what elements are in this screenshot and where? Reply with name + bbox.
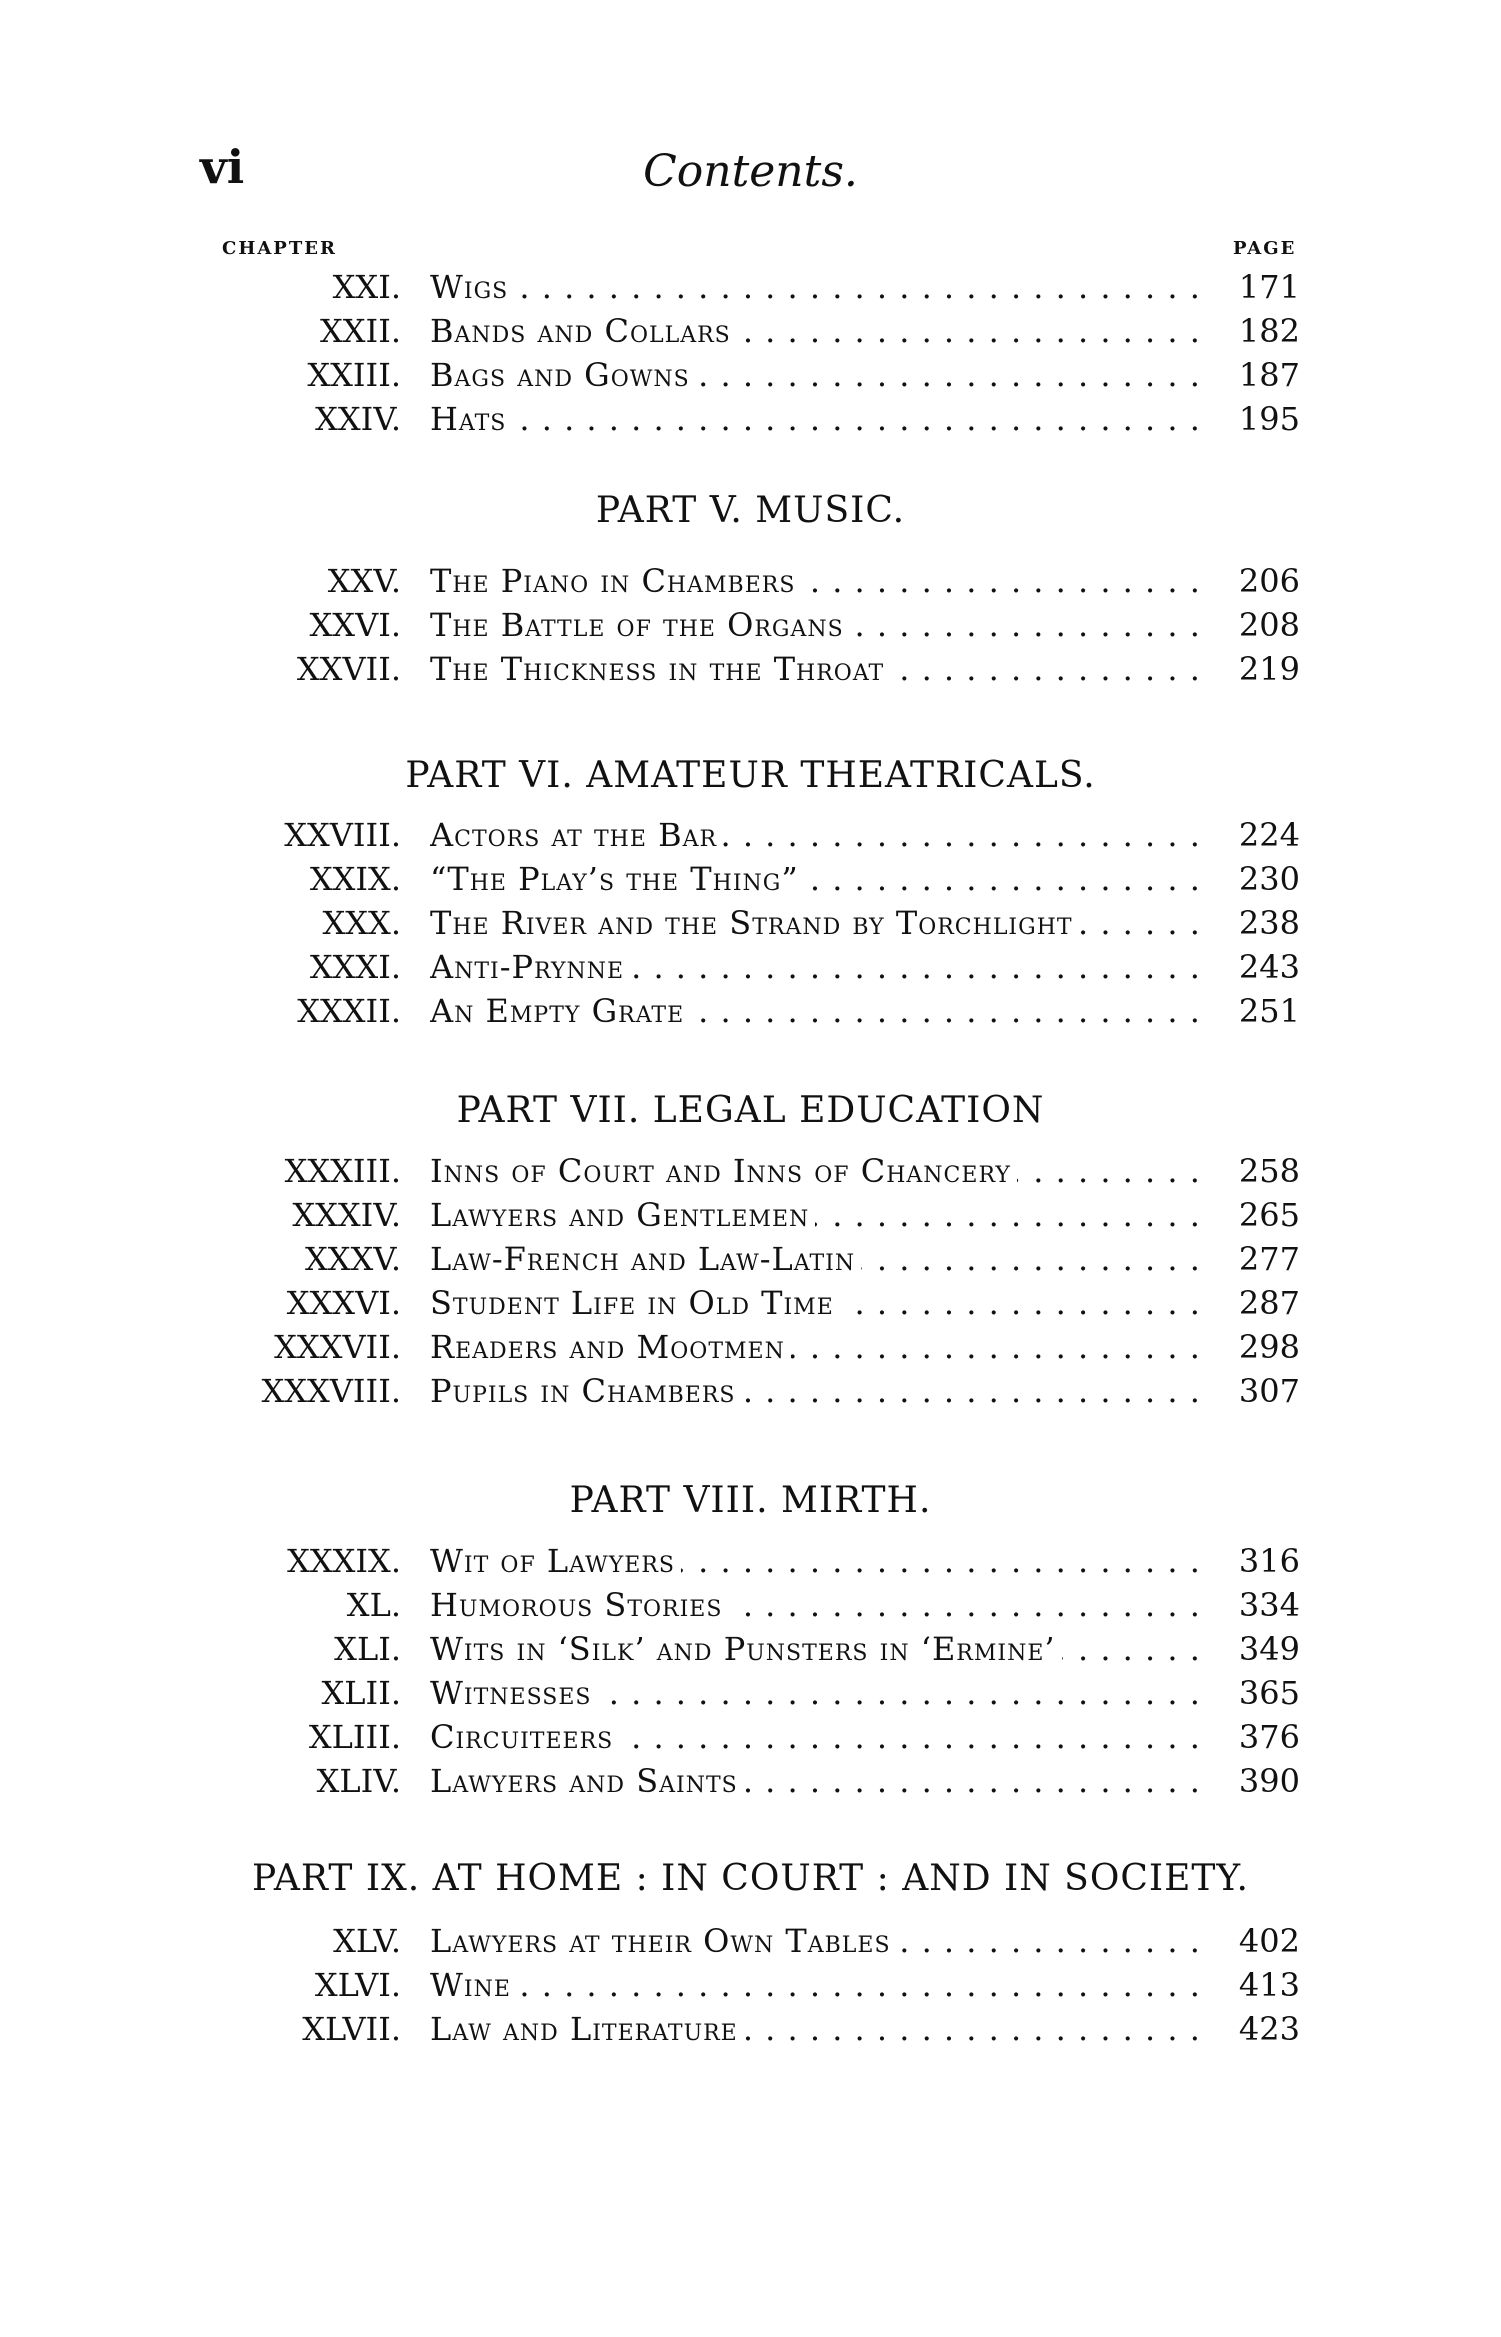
- chapter-number: XXIV.: [315, 400, 401, 438]
- toc-entry[interactable]: [0, 1674, 1501, 1718]
- part-heading: PART IX. AT HOME : IN COURT : AND IN SOCIETY.: [252, 1858, 1249, 1899]
- chapter-number: XXXI.: [309, 948, 401, 986]
- chapter-number: XXXVII.: [274, 1328, 401, 1366]
- page-reference: 230: [1220, 860, 1300, 898]
- chapter-title: Actors at the Bar . . .: [430, 816, 1210, 854]
- page-reference: 423: [1220, 2010, 1300, 2048]
- page-reference: 334: [1220, 1586, 1300, 1624]
- toc-entry[interactable]: [0, 2010, 1501, 2054]
- toc-entry[interactable]: [0, 1240, 1501, 1284]
- chapter-number: XXV.: [327, 562, 401, 600]
- toc-entry[interactable]: [0, 1966, 1501, 2010]
- toc-entry[interactable]: [0, 1586, 1501, 1630]
- chapter-number: XXXII.: [297, 992, 401, 1030]
- chapter-number: XXXIX.: [287, 1542, 401, 1580]
- chapter-title: “The Play’s the Thing” . . .: [430, 860, 1210, 898]
- chapter-number: XLVI.: [314, 1966, 401, 2004]
- part-heading: PART VI. AMATEUR THEATRICALS.: [405, 755, 1096, 796]
- chapter-number: XLIV.: [316, 1762, 401, 1800]
- toc-entry[interactable]: [0, 1284, 1501, 1328]
- page-reference: 224: [1220, 816, 1300, 854]
- toc-entry[interactable]: [0, 606, 1501, 650]
- toc-entry[interactable]: [0, 400, 1501, 444]
- chapter-number: XLII.: [321, 1674, 401, 1712]
- chapter-number: XXVI.: [309, 606, 401, 644]
- page-title: Contents.: [643, 146, 858, 197]
- page-reference: 390: [1220, 1762, 1300, 1800]
- chapter-title: Circuiteers . . .: [430, 1718, 1210, 1756]
- chapter-title: Student Life in Old Time . . .: [430, 1284, 1210, 1322]
- chapter-title: Lawyers at their Own Tables . . .: [430, 1922, 1210, 1960]
- toc-entry[interactable]: [0, 860, 1501, 904]
- page-reference: 298: [1220, 1328, 1300, 1366]
- chapter-number: XLV.: [333, 1922, 401, 1960]
- chapter-title: Wit of Lawyers . . .: [430, 1542, 1210, 1580]
- chapter-number: XXIII.: [307, 356, 401, 394]
- chapter-title: Pupils in Chambers . . .: [430, 1372, 1210, 1410]
- page-reference: 243: [1220, 948, 1300, 986]
- page-reference: 171: [1220, 268, 1300, 306]
- chapter-number: XLVII.: [302, 2010, 401, 2048]
- page-reference: 251: [1220, 992, 1300, 1030]
- chapter-title: Lawyers and Saints . . .: [430, 1762, 1210, 1800]
- toc-entry[interactable]: [0, 312, 1501, 356]
- page-reference: 219: [1220, 650, 1300, 688]
- toc-entry[interactable]: [0, 1152, 1501, 1196]
- page-reference: 402: [1220, 1922, 1300, 1960]
- chapter-number: XLI.: [334, 1630, 401, 1668]
- chapter-title: Bands and Collars . . .: [430, 312, 1210, 350]
- toc-entry[interactable]: [0, 1922, 1501, 1966]
- page-header: [0, 140, 1501, 220]
- page-number: vi: [200, 140, 245, 194]
- toc-entry[interactable]: [0, 356, 1501, 400]
- page-reference: 182: [1220, 312, 1300, 350]
- toc-entry[interactable]: [0, 650, 1501, 694]
- chapter-number: XLIII.: [308, 1718, 401, 1756]
- part-heading: PART VII. LEGAL EDUCATION: [456, 1090, 1045, 1131]
- toc-entry[interactable]: [0, 1762, 1501, 1806]
- page-reference: 265: [1220, 1196, 1300, 1234]
- page-reference: 349: [1220, 1630, 1300, 1668]
- chapter-title: Wine . . .: [430, 1966, 1210, 2004]
- toc-entry[interactable]: [0, 1328, 1501, 1372]
- chapter-title: The Piano in Chambers . . .: [430, 562, 1210, 600]
- chapter-title: Humorous Stories . . .: [430, 1586, 1210, 1624]
- chapter-number: XXII.: [319, 312, 401, 350]
- page-reference: 187: [1220, 356, 1300, 394]
- page-reference: 307: [1220, 1372, 1300, 1410]
- chapter-number: XXXVIII.: [261, 1372, 401, 1410]
- toc-entry[interactable]: [0, 1372, 1501, 1416]
- toc-entry[interactable]: [0, 948, 1501, 992]
- chapter-title: Hats . . .: [430, 400, 1210, 438]
- chapter-number: XL.: [346, 1586, 401, 1624]
- chapter-title: Readers and Mootmen . . .: [430, 1328, 1210, 1366]
- toc-entry[interactable]: [0, 1196, 1501, 1240]
- toc-entry[interactable]: [0, 992, 1501, 1036]
- part-heading: PART VIII. MIRTH.: [569, 1480, 932, 1521]
- chapter-title: An Empty Grate . . .: [430, 992, 1210, 1030]
- page-reference: 287: [1220, 1284, 1300, 1322]
- chapter-number: XXIX.: [309, 860, 401, 898]
- chapter-number: XXXIII.: [284, 1152, 401, 1190]
- chapter-title: The Thickness in the Throat . . .: [430, 650, 1210, 688]
- page-reference: 316: [1220, 1542, 1300, 1580]
- toc-entry[interactable]: [0, 1630, 1501, 1674]
- page-reference: 277: [1220, 1240, 1300, 1278]
- chapter-title: Bags and Gowns . . .: [430, 356, 1210, 394]
- toc-entry[interactable]: [0, 268, 1501, 312]
- chapter-title: The River and the Strand by Torchlight . . .: [430, 904, 1210, 942]
- chapter-title: Inns of Court and Inns of Chancery . . .: [430, 1152, 1210, 1190]
- chapter-number: XXX.: [322, 904, 401, 942]
- chapter-number: XXVII.: [296, 650, 401, 688]
- chapter-title: Law-French and Law-Latin . . .: [430, 1240, 1210, 1278]
- toc-entry[interactable]: [0, 562, 1501, 606]
- page-column-heading: PAGE: [1233, 238, 1297, 259]
- page-reference: 376: [1220, 1718, 1300, 1756]
- chapter-title: The Battle of the Organs . . .: [430, 606, 1210, 644]
- chapter-number: XXXV.: [304, 1240, 401, 1278]
- page-reference: 208: [1220, 606, 1300, 644]
- chapter-title: Witnesses . . .: [430, 1674, 1210, 1712]
- chapter-title: Law and Literature . . .: [430, 2010, 1210, 2048]
- page-reference: 206: [1220, 562, 1300, 600]
- toc-entry[interactable]: [0, 1542, 1501, 1586]
- chapter-number: XXVIII.: [284, 816, 401, 854]
- chapter-title: Anti-Prynne . . .: [430, 948, 1210, 986]
- part-heading: PART V. MUSIC.: [595, 490, 906, 531]
- page-reference: 258: [1220, 1152, 1300, 1190]
- chapter-title: Lawyers and Gentlemen . . .: [430, 1196, 1210, 1234]
- page-reference: 365: [1220, 1674, 1300, 1712]
- chapter-column-heading: CHAPTER: [222, 238, 337, 259]
- chapter-number: XXXVI.: [286, 1284, 401, 1322]
- chapter-title: Wigs . . .: [430, 268, 1210, 306]
- toc-entry[interactable]: [0, 816, 1501, 860]
- page-reference: 195: [1220, 400, 1300, 438]
- toc-entry[interactable]: [0, 1718, 1501, 1762]
- page-reference: 413: [1220, 1966, 1300, 2004]
- page-reference: 238: [1220, 904, 1300, 942]
- chapter-title: Wits in ‘Silk’ and Punsters in ‘Ermine’ . . .: [430, 1630, 1210, 1668]
- toc-entry[interactable]: [0, 904, 1501, 948]
- chapter-number: XXXIV.: [292, 1196, 401, 1234]
- chapter-number: XXI.: [332, 268, 401, 306]
